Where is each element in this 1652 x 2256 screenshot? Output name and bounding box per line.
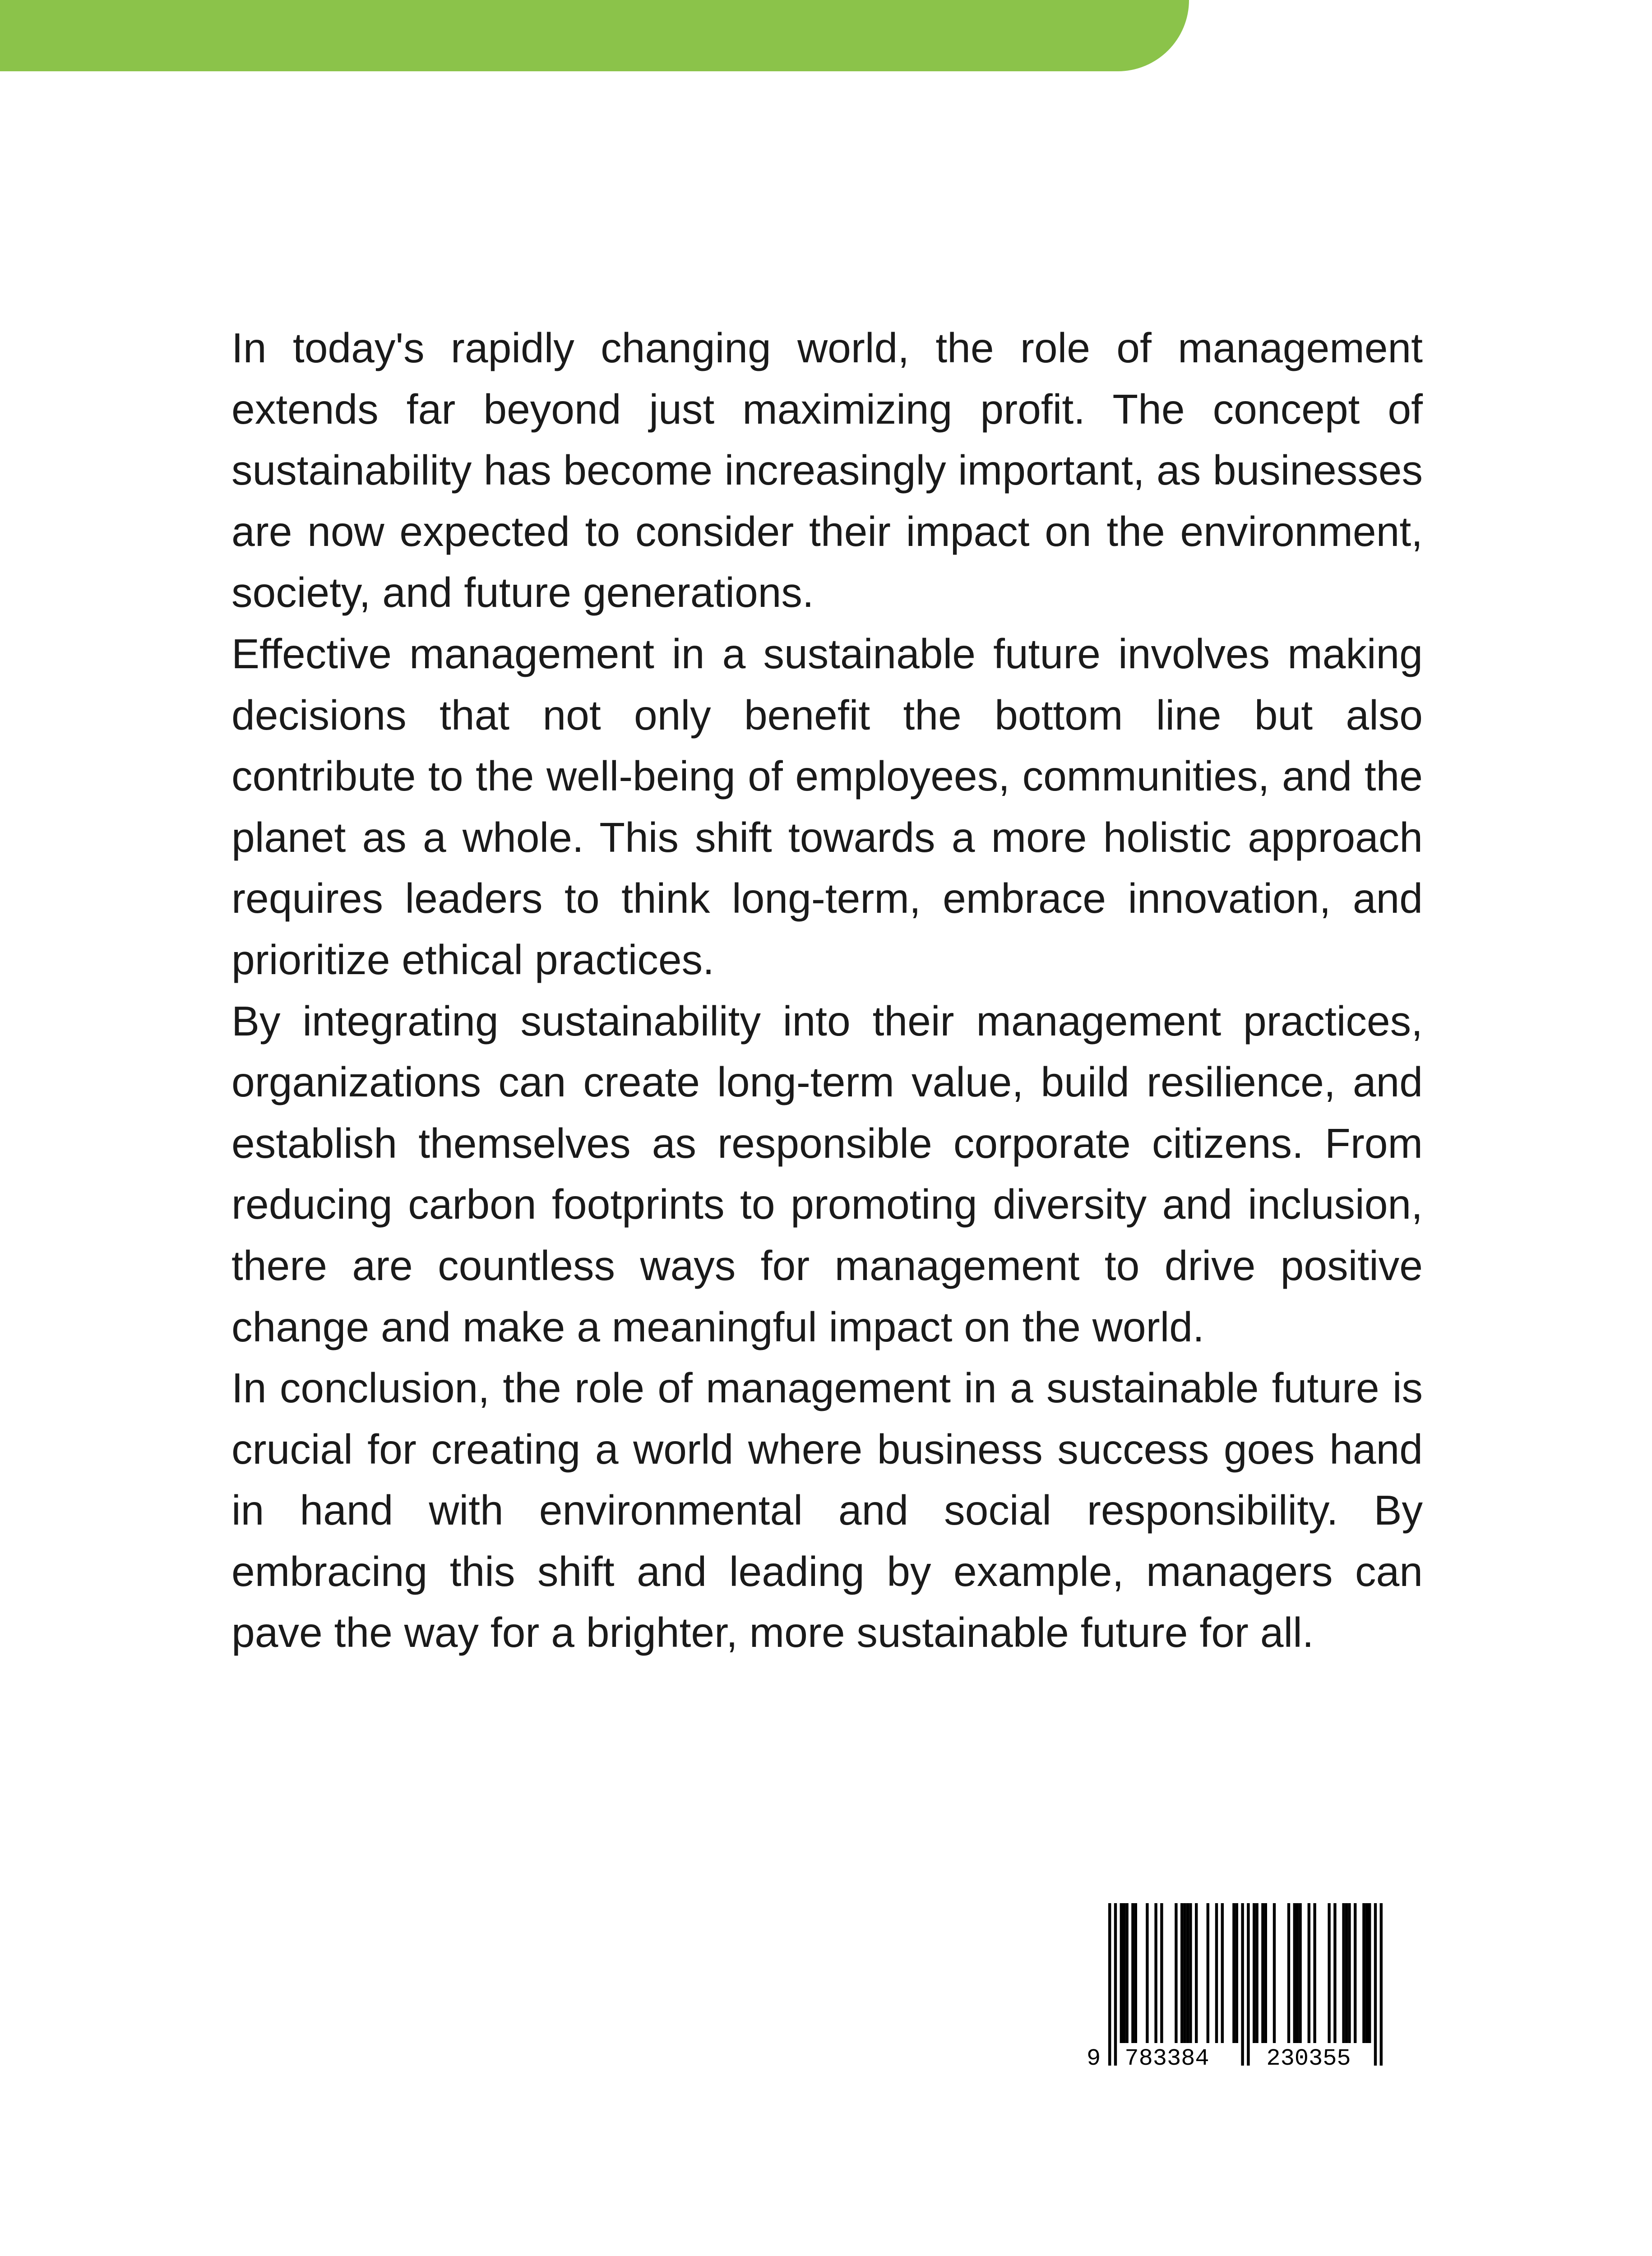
barcode-bar-22 <box>1241 1903 1244 2066</box>
barcode-bar-42 <box>1365 1903 1368 2043</box>
top-accent-band <box>0 0 1189 71</box>
barcode-bar-36 <box>1333 1903 1336 2043</box>
barcode-bar-24 <box>1253 1903 1255 2043</box>
barcode-digits-right: 230355 <box>1266 2045 1351 2071</box>
blurb-paragraph-2: Effective management in a sustainable future involves making decisions that not only benefit the bottom line but also contribute to the well-being of employees, communities, and the planet as a whole. This shift towards a more holistic approach requires leaders to think long-term, embrace innovation, and prioritize ethical practices. <box>231 630 1423 983</box>
barcode-bar-39 <box>1348 1903 1351 2043</box>
barcode-bar-43 <box>1368 1903 1371 2043</box>
blurb-paragraph-4: In conclusion, the role of management in a sustainable future is crucial for creating a world where business success goes hand in hand with environmental and social responsibility. By embracing this shift and leading by example, managers can pave the way for a brighter, more sustainable future for all. <box>231 1364 1423 1656</box>
barcode-bar-32 <box>1299 1903 1301 2043</box>
barcode-bar-34 <box>1313 1903 1316 2043</box>
barcode-bar-2 <box>1114 1903 1117 2066</box>
barcode-bar-11 <box>1175 1903 1177 2043</box>
barcode-bar-41 <box>1362 1903 1365 2043</box>
barcode-bar-33 <box>1308 1903 1310 2043</box>
barcode-bar-40 <box>1354 1903 1356 2043</box>
barcode-bar-18 <box>1215 1903 1218 2043</box>
barcode-bar-17 <box>1207 1903 1209 2043</box>
barcode-bar-7 <box>1134 1903 1137 2043</box>
barcode-bar-15 <box>1189 1903 1192 2043</box>
barcode-bar-38 <box>1345 1903 1348 2043</box>
barcode-bar-21 <box>1236 1903 1238 2043</box>
barcode-bars <box>1108 1903 1383 2066</box>
barcode-bar-13 <box>1183 1903 1186 2043</box>
barcode-bar-28 <box>1273 1903 1276 2043</box>
barcode-bar-29 <box>1287 1903 1290 2043</box>
barcode-bar-12 <box>1180 1903 1183 2043</box>
barcode-bar-27 <box>1264 1903 1267 2043</box>
barcode-bar-23 <box>1247 1903 1249 2066</box>
barcode-bar-37 <box>1342 1903 1345 2043</box>
barcode-bar-1 <box>1108 1903 1111 2066</box>
barcode-bar-35 <box>1328 1903 1330 2043</box>
barcode-bar-9 <box>1154 1903 1157 2043</box>
barcode-bar-8 <box>1146 1903 1148 2043</box>
barcode-digit-first: 9 <box>1087 2045 1101 2071</box>
barcode-bar-25 <box>1255 1903 1258 2043</box>
barcode-graphic <box>1083 1900 1390 2071</box>
barcode-bar-44 <box>1374 1903 1377 2066</box>
blurb-paragraph-1: In today's rapidly changing world, the role of management extends far beyond just maximizing profit. The concept of sustainability has become increasingly important, as businesses are now expected to consider their impact on the environment, society, and future generations. <box>231 324 1423 616</box>
isbn-barcode <box>1083 1900 1390 2071</box>
back-cover-blurb <box>231 318 1423 1664</box>
barcode-bar-4 <box>1123 1903 1125 2043</box>
barcode-bar-3 <box>1120 1903 1123 2043</box>
barcode-bar-6 <box>1131 1903 1134 2043</box>
barcode-bar-14 <box>1186 1903 1189 2043</box>
barcode-bar-26 <box>1261 1903 1264 2043</box>
barcode-bar-10 <box>1160 1903 1163 2043</box>
barcode-bar-5 <box>1125 1903 1128 2043</box>
barcode-bar-31 <box>1296 1903 1299 2043</box>
barcode-bar-16 <box>1195 1903 1198 2043</box>
barcode-bar-20 <box>1232 1903 1235 2043</box>
barcode-digits-left: 783384 <box>1124 2045 1209 2071</box>
barcode-bar-30 <box>1293 1903 1296 2043</box>
barcode-bar-45 <box>1380 1903 1383 2066</box>
blurb-paragraph-3: By integrating sustainability into their management practices, organizations can create long-term value, build resilience, and establish themselves as responsible corporate citizens. From reducing carbon footprints to promoting diversity and inclusion, there are countless ways for management to drive positive change and make a meaningful impact on the world. <box>231 997 1423 1350</box>
barcode-bar-19 <box>1221 1903 1224 2043</box>
